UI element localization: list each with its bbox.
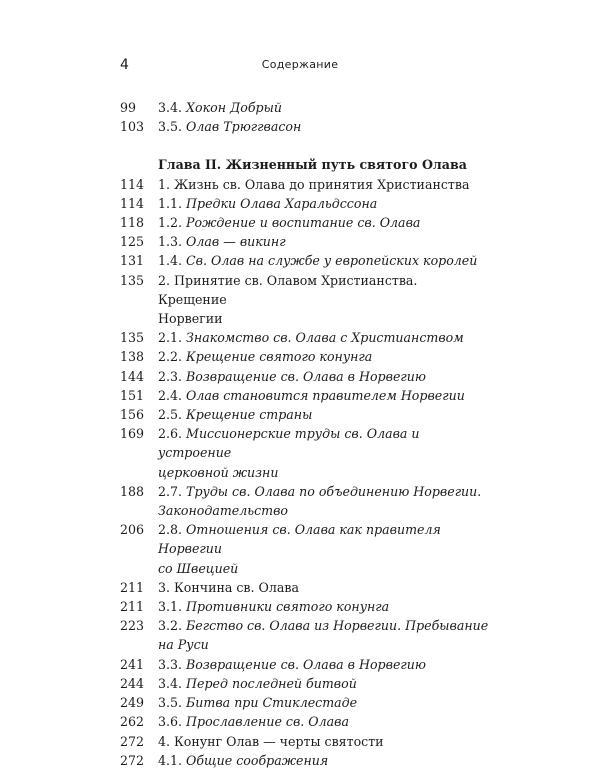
toc-section-number: 2.5. (158, 407, 187, 423)
toc-section-number: 4.1. (158, 752, 187, 768)
toc-entry (120, 347, 490, 366)
toc-entry (120, 751, 490, 770)
toc-page-number: 249 (120, 695, 145, 711)
toc-section-number: 3.5. (158, 695, 187, 711)
toc-entry-label (158, 597, 490, 616)
toc-page-number (120, 155, 158, 174)
toc-entry-label (158, 482, 490, 520)
toc-page-number: 118 (120, 215, 145, 231)
toc-page-number: 131 (120, 253, 145, 269)
toc-section-number: 2.8. (158, 522, 187, 538)
toc-entry (120, 175, 490, 194)
toc-entry (120, 251, 490, 270)
toc-page-number: 135 (120, 272, 145, 288)
toc-entry-label (158, 655, 490, 674)
toc-entry (120, 232, 490, 251)
toc-page-number: 211 (120, 579, 145, 595)
toc-section-number: 3.4. (158, 100, 187, 115)
toc-entry-label (158, 328, 490, 347)
toc-title: Знакомство св. Олава с Христианством (186, 330, 464, 346)
toc-title: Отношения св. Олава как правителя Норвегии со Швецией (158, 522, 441, 576)
toc-section-number: 2.1. (158, 330, 187, 346)
toc-entry-label (158, 98, 490, 117)
toc-title: Возвращение св. Олава в Норвегию (186, 656, 426, 672)
toc-entry (120, 482, 490, 520)
toc-section-number: 1. (158, 176, 175, 192)
toc-page-number: 114 (120, 195, 145, 211)
toc-title: Конунг Олав — черты святости (174, 733, 384, 749)
toc-entry-label (158, 712, 490, 731)
toc-entry-label (158, 213, 490, 232)
toc-entry-label (158, 347, 490, 366)
toc-title: Олав становится правителем Норвегии (186, 387, 465, 403)
toc-entry (120, 405, 490, 424)
toc-entry-label (158, 751, 490, 770)
toc-entry (120, 213, 490, 232)
toc-entry (120, 271, 490, 329)
toc-entry-label (158, 616, 490, 654)
toc-page-number: 138 (120, 349, 145, 365)
toc-section-number: 2.2. (158, 349, 187, 365)
toc-title: Олав Трюггвасон (186, 119, 302, 135)
toc-entry (120, 674, 490, 693)
toc-title: Труды св. Олава по объединению Норвегии. Законодательство (158, 483, 482, 519)
toc-title: Бегство св. Олава из Норвегии. Пребывание на Руси (158, 618, 489, 653)
toc-title: Олав — викинг (186, 234, 286, 250)
toc-entry (120, 693, 490, 712)
toc-section-number: 3.1. (158, 599, 187, 615)
toc-entry-label (158, 175, 490, 194)
toc-title: Крещение страны (186, 407, 313, 423)
toc-entry-label (158, 367, 490, 386)
toc-section-number: 3.5. (158, 119, 187, 135)
toc-title: Крещение святого конунга (186, 349, 373, 365)
toc-section-number: 1.2. (158, 215, 187, 231)
toc-page-number: 272 (120, 752, 145, 768)
toc-section-number: 1.3. (158, 234, 187, 250)
toc-title: Жизнь св. Олава до принятия Христианства (174, 176, 470, 192)
toc-page-number: 114 (120, 176, 145, 192)
toc-entry (120, 98, 490, 117)
toc-page-number: 241 (120, 656, 145, 672)
toc-title: Противники святого конунга (186, 599, 390, 615)
toc-title: Возвращение св. Олава в Норвегию (186, 368, 426, 384)
toc-entry-label (158, 155, 490, 174)
toc-title: Хокон Добрый (186, 100, 282, 115)
toc-entry-label (158, 194, 490, 213)
toc-entry-label (158, 117, 490, 136)
toc-section-number: 3.4. (158, 675, 187, 691)
toc-section-number: 2.6. (158, 426, 187, 442)
toc-entry (120, 424, 490, 482)
toc-entry (120, 655, 490, 674)
toc-section-number: 3.6. (158, 714, 187, 730)
toc-entry (120, 117, 490, 136)
toc-entry (120, 732, 490, 751)
toc-page-number: 156 (120, 407, 145, 423)
toc-entry-label (158, 520, 490, 578)
toc-page-number: 125 (120, 234, 145, 250)
toc-entry-label (158, 232, 490, 251)
toc-entry (120, 367, 490, 386)
toc-title: Св. Олав на службе у европейских королей (186, 253, 478, 269)
toc-entry (120, 386, 490, 405)
page-number: 4 (120, 57, 129, 73)
toc-title: Предки Олава Харальдссона (186, 195, 378, 211)
toc-title: Глава II. Жизненный путь святого Олава (158, 157, 467, 173)
toc-entry (120, 328, 490, 347)
table-of-contents (120, 98, 490, 770)
toc-chapter-heading (120, 155, 490, 174)
toc-page-number: 272 (120, 733, 145, 749)
toc-section-number: 2.3. (158, 368, 187, 384)
toc-entry-label (158, 271, 490, 329)
toc-section-number: 1.1. (158, 195, 187, 211)
toc-section-number: 2.7. (158, 483, 187, 499)
toc-title: Перед последней битвой (186, 675, 357, 691)
toc-entry-label (158, 424, 490, 482)
toc-entry-label (158, 386, 490, 405)
toc-entry (120, 194, 490, 213)
toc-section-number: 3. (158, 579, 175, 595)
toc-page-number: 206 (120, 522, 145, 538)
toc-entry-label (158, 251, 490, 270)
toc-page-number: 103 (120, 119, 145, 135)
toc-section-number: 2.4. (158, 387, 187, 403)
toc-page-number: 135 (120, 330, 145, 346)
toc-page-number: 262 (120, 714, 145, 730)
toc-page-number: 223 (120, 618, 145, 634)
toc-entry-label (158, 693, 490, 712)
toc-section-number: 2. (158, 272, 175, 288)
toc-title: Рождение и воспитание св. Олава (186, 215, 421, 231)
toc-page-number: 151 (120, 387, 145, 403)
toc-entry (120, 520, 490, 578)
toc-title: Кончина св. Олава (174, 579, 299, 595)
toc-page-number: 169 (120, 426, 145, 442)
toc-spacer (120, 136, 490, 155)
toc-page-number: 211 (120, 599, 145, 615)
toc-page-number: 144 (120, 368, 145, 384)
toc-page-number: 244 (120, 675, 145, 691)
toc-section-number: 1.4. (158, 253, 187, 269)
toc-entry-label (158, 674, 490, 693)
page-header (120, 57, 480, 77)
toc-section-number: 3.3. (158, 656, 187, 672)
toc-entry (120, 712, 490, 731)
toc-title: Принятие св. Олавом Христианства. Крещение Норвегии (158, 272, 418, 327)
toc-entry-label (158, 405, 490, 424)
running-title: Содержание (261, 58, 339, 71)
toc-entry (120, 616, 490, 654)
toc-entry (120, 578, 490, 597)
toc-entry-label (158, 578, 490, 597)
toc-page-number: 188 (120, 483, 145, 499)
toc-title: Общие соображения (186, 752, 329, 768)
toc-page-number: 99 (120, 100, 137, 115)
toc-title: Прославление св. Олава (186, 714, 349, 730)
toc-title: Миссионерские труды св. Олава и устроение церковной жизни (158, 426, 420, 480)
toc-entry (120, 597, 490, 616)
toc-entry-label (158, 732, 490, 751)
toc-title: Битва при Стиклестаде (186, 695, 358, 711)
toc-section-number: 3.2. (158, 618, 187, 634)
toc-section-number: 4. (158, 733, 175, 749)
